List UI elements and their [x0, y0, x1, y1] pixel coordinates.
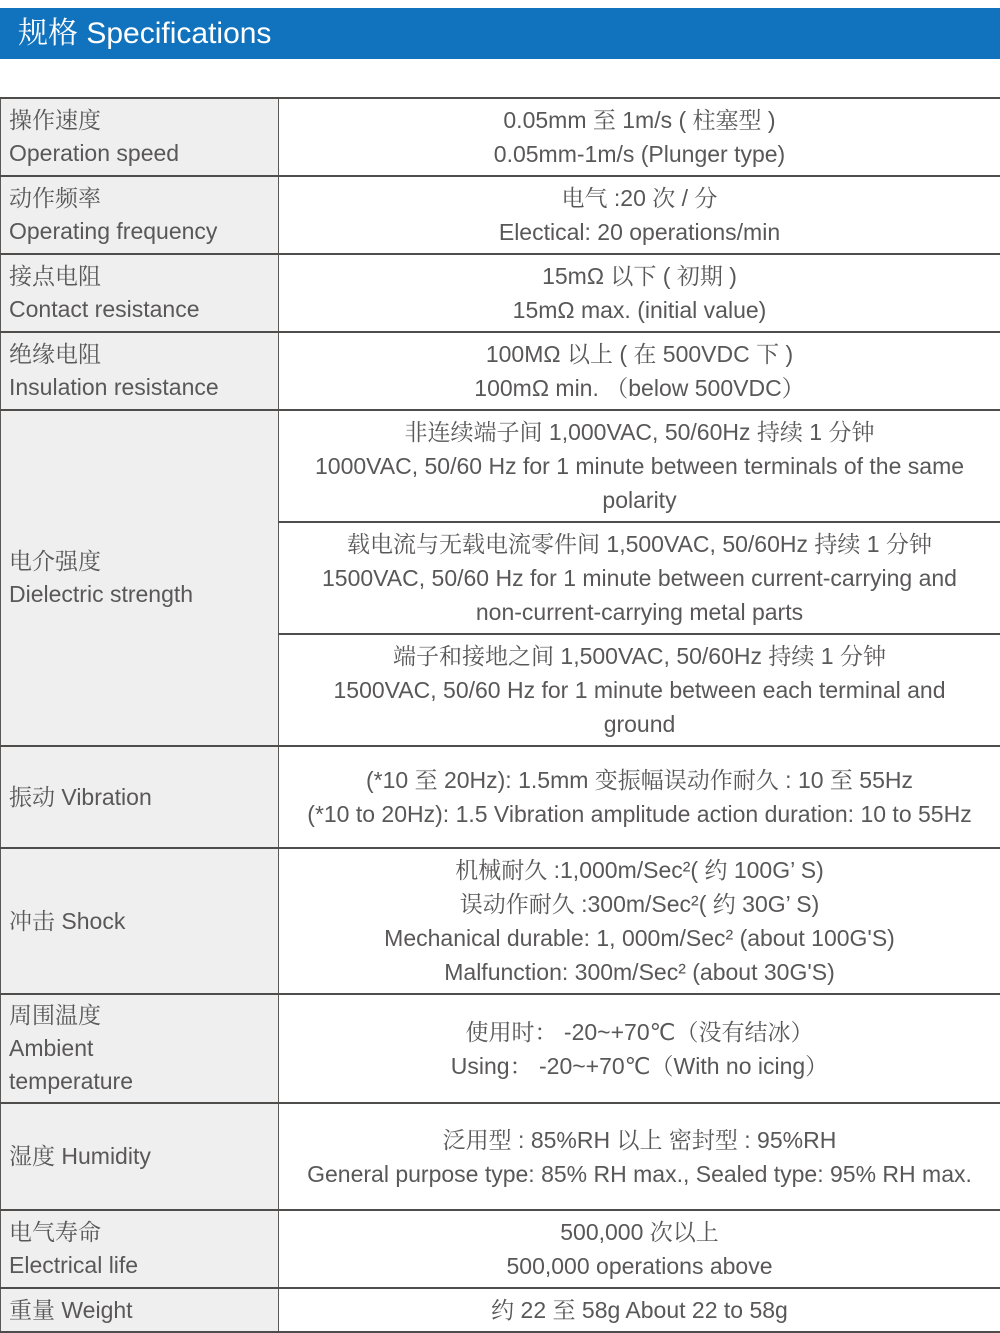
label-dielectric-strength: [1, 410, 279, 746]
label-electrical-life: [1, 1210, 279, 1288]
value-dielectric-strength-1: [279, 410, 1000, 522]
value-dielectric-strength-2: [279, 522, 1000, 634]
value-en-1: Mechanical durable: 1, 000m/Sec² (about 100G'S): [307, 921, 972, 955]
row-ambient-temperature: [1, 994, 1000, 1103]
page-title: 规格 Specifications: [18, 17, 271, 50]
label-insulation-resistance: [1, 332, 279, 410]
row-vibration: [1, 746, 1000, 848]
label-vibration: [1, 746, 279, 848]
label-operating-frequency: [1, 176, 279, 254]
value-zh: 载电流与无载电流零件间 1,500VAC, 50/60Hz 持续 1 分钟: [307, 527, 972, 561]
label-contact-resistance: [1, 254, 279, 332]
label-zh-en: 重量 Weight: [9, 1294, 272, 1327]
value-en: 15mΩ max. (initial value): [307, 293, 972, 327]
label-en-1: Ambient: [9, 1032, 272, 1065]
value-en: General purpose type: 85% RH max., Sealed type: 95% RH max.: [307, 1157, 972, 1191]
label-en: Operating frequency: [9, 215, 272, 248]
value-vibration: [279, 746, 1000, 848]
value-en-2: Malfunction: 300m/Sec² (about 30G'S): [307, 955, 972, 989]
value-en: 1500VAC, 50/60 Hz for 1 minute between each terminal and ground: [307, 673, 972, 741]
value-zh: (*10 至 20Hz): 1.5mm 变振幅误动作耐久 : 10 至 55Hz: [307, 763, 972, 797]
value-insulation-resistance: [279, 332, 1000, 410]
value-zh-en: 约 22 至 58g About 22 to 58g: [307, 1293, 972, 1327]
value-zh: 使用时： -20~+70℃（没有结冰）: [307, 1015, 972, 1049]
section-header: [0, 8, 1000, 59]
value-zh: 泛用型 : 85%RH 以上 密封型 : 95%RH: [307, 1123, 972, 1157]
value-en: 1000VAC, 50/60 Hz for 1 minute between terminals of the same polarity: [307, 449, 972, 517]
label-en-2: temperature: [9, 1065, 272, 1098]
value-en: 500,000 operations above: [307, 1249, 972, 1283]
value-zh: 非连续端子间 1,000VAC, 50/60Hz 持续 1 分钟: [307, 415, 972, 449]
row-operation-speed: [1, 98, 1000, 176]
label-en: Dielectric strength: [9, 578, 272, 611]
value-humidity: [279, 1103, 1000, 1210]
row-humidity: [1, 1103, 1000, 1210]
row-operating-frequency: [1, 176, 1000, 254]
value-ambient-temperature: [279, 994, 1000, 1103]
label-zh: 电介强度: [9, 545, 272, 578]
label-zh: 电气寿命: [9, 1216, 272, 1249]
value-zh-1: 机械耐久 :1,000m/Sec²( 约 100G’ S): [307, 853, 972, 887]
value-contact-resistance: [279, 254, 1000, 332]
label-zh: 接点电阻: [9, 260, 272, 293]
value-en: 0.05mm-1m/s (Plunger type): [307, 137, 972, 171]
label-en: Operation speed: [9, 137, 272, 170]
label-ambient-temperature: [1, 994, 279, 1103]
value-en: Electical: 20 operations/min: [307, 215, 972, 249]
value-zh-2: 误动作耐久 :300m/Sec²( 约 30G’ S): [307, 887, 972, 921]
label-zh: 操作速度: [9, 104, 272, 137]
row-contact-resistance: [1, 254, 1000, 332]
label-operation-speed: [1, 98, 279, 176]
label-en: Contact resistance: [9, 293, 272, 326]
label-weight: [1, 1288, 279, 1332]
value-en: 1500VAC, 50/60 Hz for 1 minute between current-carrying and non-current-carrying metal parts: [307, 561, 972, 629]
value-operation-speed: [279, 98, 1000, 176]
label-zh: 动作频率: [9, 182, 272, 215]
value-en: Using： -20~+70℃（With no icing）: [307, 1049, 972, 1083]
specifications-page: [0, 8, 1000, 1333]
label-humidity: [1, 1103, 279, 1210]
row-shock: [1, 848, 1000, 994]
label-zh: 周围温度: [9, 999, 272, 1032]
value-zh: 电气 :20 次 / 分: [307, 181, 972, 215]
value-operating-frequency: [279, 176, 1000, 254]
value-en: 100mΩ min. （below 500VDC）: [307, 371, 972, 405]
value-zh: 100MΩ 以上 ( 在 500VDC 下 ): [307, 337, 972, 371]
value-zh: 500,000 次以上: [307, 1215, 972, 1249]
value-weight: [279, 1288, 1000, 1332]
value-shock: [279, 848, 1000, 994]
value-en: (*10 to 20Hz): 1.5 Vibration amplitude action duration: 10 to 55Hz: [307, 797, 972, 831]
row-insulation-resistance: [1, 332, 1000, 410]
row-weight: [1, 1288, 1000, 1332]
label-zh-en: 振动 Vibration: [9, 781, 272, 814]
label-zh-en: 冲击 Shock: [9, 905, 272, 938]
label-zh-en: 湿度 Humidity: [9, 1140, 272, 1173]
value-zh: 端子和接地之间 1,500VAC, 50/60Hz 持续 1 分钟: [307, 639, 972, 673]
label-zh: 绝缘电阻: [9, 338, 272, 371]
value-zh: 15mΩ 以下 ( 初期 ): [307, 259, 972, 293]
value-dielectric-strength-3: [279, 634, 1000, 746]
label-en: Electrical life: [9, 1249, 272, 1282]
row-dielectric-strength-1: [1, 410, 1000, 522]
specifications-table: [0, 97, 1000, 1333]
value-electrical-life: [279, 1210, 1000, 1288]
value-zh: 0.05mm 至 1m/s ( 柱塞型 ): [307, 103, 972, 137]
row-electrical-life: [1, 1210, 1000, 1288]
label-en: Insulation resistance: [9, 371, 272, 404]
label-shock: [1, 848, 279, 994]
